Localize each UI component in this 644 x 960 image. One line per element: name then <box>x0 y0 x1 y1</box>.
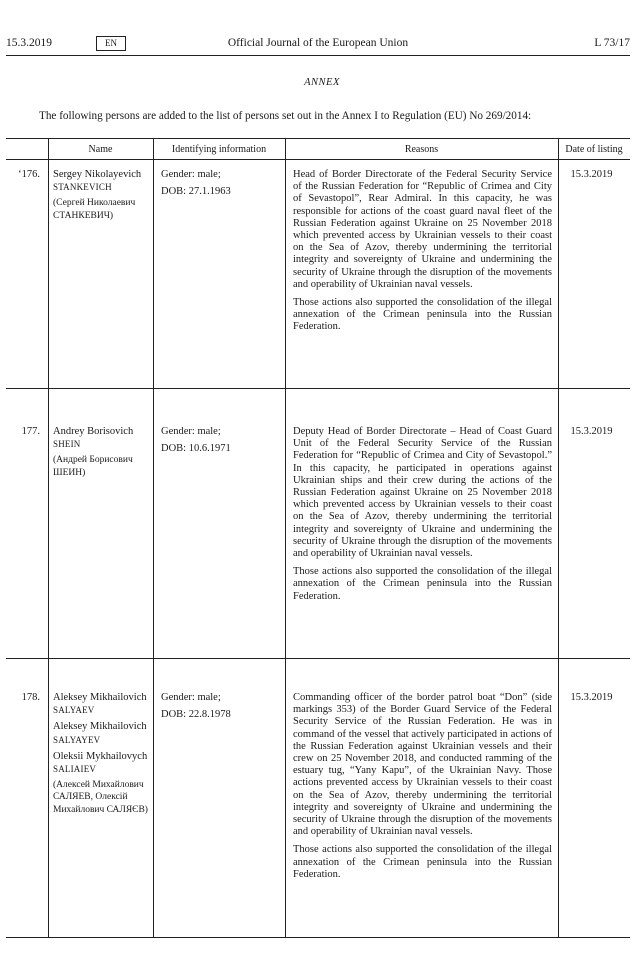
person-surname: SALYAEV <box>53 705 95 716</box>
person-surname: STANKEVICH <box>53 182 112 193</box>
alias-surname: SALYAYEV <box>53 734 101 745</box>
name-cell <box>53 692 151 821</box>
gender: Gender: male; <box>161 426 221 437</box>
listing-date: 15.3.2019 <box>570 692 613 703</box>
page-header <box>6 37 630 53</box>
person-name: Aleksey Mikhailovich <box>53 692 147 703</box>
annex-title: ANNEX <box>304 77 340 88</box>
reason-paragraph: Commanding officer of the border patrol boat “Don” (side markings 353) of the Border Guard Service of the Federal Security Service of the Russian Federation. He was in command of the vessel that actively participated in actions of the Russian Federation against Ukrainian vessels and their crew on 25 November 2018, and conducted ramming of the estuary tug, “Yany Kapu”, of the Ukrainian Navy. Those actions prevented access by Ukrainian vessels to their coast on the Sea of Azov, thereby undermining the territorial integrity and sovereignty of Ukraine and undermining the security of Ukraine through the disruption of the movements and operability of Ukrainian naval vessels. <box>293 692 552 838</box>
date-of-birth: DOB: 22.8.1978 <box>161 709 231 721</box>
identifying-cell <box>161 169 281 203</box>
name-cell <box>53 426 151 484</box>
column-divider <box>153 138 154 938</box>
date-of-birth: DOB: 27.1.1963 <box>161 186 231 198</box>
entry-number: 178. <box>21 692 40 703</box>
alias-name: Aleksey Mikhailovich <box>53 721 147 733</box>
row-divider <box>6 658 630 659</box>
reasons-cell <box>293 692 552 887</box>
alias-name: Oleksii Mykhailovych <box>53 750 148 762</box>
listing-date: 15.3.2019 <box>570 426 613 437</box>
person-name: Sergey Nikolayevich <box>53 169 142 180</box>
table-bottom-rule <box>6 937 630 938</box>
reason-paragraph: Deputy Head of Border Directorate – Head of Coast Guard Unit of the Federal Security Service of the Russian Federation for “Republic of Crimea and City of Sevastopol.” In this capacity, he participated in operations against Ukrainian ships and their crew during the actions of the Russian Federation against Ukraine on 25 November 2018 which prevented access by Ukrainian vessels to their coast on the Sea of Azov, thereby undermining the territorial integrity and sovereignty of Ukraine and undermining the security of Ukraine through the disruption of the movements and operability of Ukrainian naval vessels. <box>293 426 552 560</box>
language-badge: EN <box>96 36 126 51</box>
reason-paragraph: Those actions also supported the consolidation of the illegal annexation of the Crimean peninsula into the Russian Federation. <box>293 844 552 880</box>
gender: Gender: male; <box>161 692 221 703</box>
table-header-rule <box>6 159 630 160</box>
entry-number: 177. <box>21 426 40 437</box>
date-of-birth: DOB: 10.6.1971 <box>161 443 231 455</box>
column-header-reasons: Reasons <box>404 144 439 155</box>
listing-date: 15.3.2019 <box>570 169 613 180</box>
reason-paragraph: Those actions also supported the consolidation of the illegal annexation of the Crimean peninsula into the Russian Federation. <box>293 297 552 333</box>
person-name: Andrey Borisovich <box>53 426 134 437</box>
column-divider <box>48 138 49 938</box>
cyrillic-name: (Андрей Борисович ШЕИН) <box>53 455 133 478</box>
table-top-rule <box>6 138 630 139</box>
column-header-identifying: Identifying information <box>171 144 267 155</box>
journal-title: Official Journal of the European Union <box>227 37 409 49</box>
identifying-cell <box>161 692 281 726</box>
name-cell <box>53 169 151 227</box>
column-divider <box>558 138 559 938</box>
row-divider <box>6 388 630 389</box>
column-header-name: Name <box>88 144 113 155</box>
cyrillic-name: (Алексей Михайлович САЛЯЕВ, Олексій Михайлович САЛЯЄВ) <box>53 780 148 815</box>
cyrillic-name: (Сергей Николаевич СТАНКЕВИЧ) <box>53 198 136 221</box>
reasons-cell <box>293 169 552 340</box>
alias-surname: SALIAIEV <box>53 764 97 775</box>
gender: Gender: male; <box>161 169 221 180</box>
identifying-cell <box>161 426 281 460</box>
header-rule <box>6 55 630 56</box>
reason-paragraph: Those actions also supported the consolidation of the illegal annexation of the Crimean peninsula into the Russian Federation. <box>293 566 552 602</box>
entry-number: ‘176. <box>18 169 40 180</box>
reasons-cell <box>293 426 552 609</box>
intro-text: The following persons are added to the list of persons set out in the Annex I to Regulation (EU) No 269/2014: <box>39 110 532 122</box>
column-divider <box>285 138 286 938</box>
header-date: 15.3.2019 <box>6 37 52 49</box>
person-surname: SHEIN <box>53 439 81 450</box>
page-reference: L 73/17 <box>594 37 630 49</box>
reason-paragraph: Head of Border Directorate of the Federal Security Service of the Russian Federation for “Republic of Crimea and City of Sevastopol”, Rear Admiral. In this capacity, he was responsible for actions of the coast guard naval fleet of the Russian Federation against Ukraine on 25 November 2018 which prevented access by Ukrainian vessels to their coast on the Sea of Azov, thereby undermining the territorial integrity and sovereignty of Ukraine and undermining the security of Ukraine through the disruption of the movements and operability of Ukrainian naval vessels. <box>293 169 552 290</box>
column-header-date: Date of listing <box>565 144 623 155</box>
